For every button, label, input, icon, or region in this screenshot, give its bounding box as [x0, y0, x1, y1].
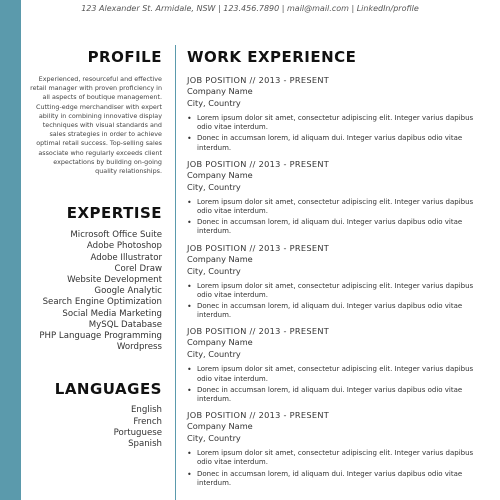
expertise-heading: EXPERTISE: [66, 204, 162, 223]
job-bullets: [187, 198, 477, 237]
company-name: Company Name: [187, 421, 253, 432]
left-column: [30, 48, 162, 450]
expertise-item: Website Development: [67, 275, 162, 286]
expertise-item: Corel Draw: [114, 263, 162, 274]
expertise-item: Social Media Marketing: [62, 308, 162, 319]
language-item: English: [130, 405, 162, 416]
language-item: Spanish: [128, 439, 162, 450]
job-bullet: • Lorem ipsum dolor sit amet, consectetur adipiscing elit. Integer varius dapibus odio vitae interdum.: [187, 282, 477, 300]
company-name: Company Name: [187, 253, 253, 264]
job-bullets: [187, 114, 477, 153]
job-title: JOB POSITION // 2013 - PRESENT: [187, 158, 330, 169]
column-divider: [175, 45, 176, 500]
job-bullet: • Donec in accumsan lorem, id aliquam dui. Integer varius dapibus odio vitae interdum.: [187, 302, 477, 320]
job-location: City, Country: [187, 433, 241, 444]
language-item: Portuguese: [113, 427, 162, 438]
job-entry: [187, 75, 477, 153]
expertise-item: MySQL Database: [88, 319, 162, 330]
job-title: JOB POSITION // 2013 - PRESENT: [187, 410, 330, 421]
expertise-item: Google Analytic: [94, 286, 162, 297]
job-bullet: • Lorem ipsum dolor sit amet, consectetur adipiscing elit. Integer varius dapibus odio vitae interdum.: [187, 449, 477, 467]
profile-text: Experienced, resourceful and effective retail manager with proven proficiency in all aspects of boutique management. Cutting-edge merchandiser with expert ability in combining innovative display techniques with visual standards and sales strategies in order to achieve optimal retail success. Top-selling sales associate who regularly exceeds client expectations by building on-going quality relationships.: [30, 75, 162, 176]
job-title: JOB POSITION // 2013 - PRESENT: [187, 75, 330, 85]
expertise-item: Adobe Illustrator: [90, 252, 162, 263]
job-entry: [187, 243, 477, 321]
job-bullet: • Donec in accumsan lorem, id aliquam dui. Integer varius dapibus odio vitae interdum.: [187, 134, 477, 152]
expertise-item: Adobe Photoshop: [86, 241, 162, 252]
job-entry: [187, 410, 477, 488]
job-entry: [187, 326, 477, 404]
job-bullet: • Donec in accumsan lorem, id aliquam dui. Integer varius dapibus odio vitae interdum.: [187, 386, 477, 404]
expertise-item: Microsoft Office Suite: [70, 230, 162, 241]
right-column: [187, 48, 477, 490]
job-list: [187, 75, 477, 488]
expertise-item: PHP Language Programming: [39, 331, 162, 342]
company-name: Company Name: [187, 337, 253, 348]
work-experience-heading: WORK EXPERIENCE: [187, 48, 357, 66]
languages-list: [30, 405, 162, 450]
expertise-list: [30, 230, 162, 353]
expertise-item: Wordpress: [116, 342, 162, 353]
job-bullet: • Lorem ipsum dolor sit amet, consectetur adipiscing elit. Integer varius dapibus odio vitae interdum.: [187, 114, 477, 132]
contact-line: 123 Alexander St. Armidale, NSW | 123.456.7890 | mail@mail.com | LinkedIn/profile: [81, 4, 419, 13]
job-title: JOB POSITION // 2013 - PRESENT: [187, 326, 330, 337]
job-bullet: • Donec in accumsan lorem, id aliquam dui. Integer varius dapibus odio vitae interdum.: [187, 470, 477, 488]
job-bullet: • Donec in accumsan lorem, id aliquam dui. Integer varius dapibus odio vitae interdum.: [187, 218, 477, 236]
job-bullet: • Lorem ipsum dolor sit amet, consectetur adipiscing elit. Integer varius dapibus odio vitae interdum.: [187, 365, 477, 383]
job-entry: [187, 159, 477, 237]
expertise-item: Search Engine Optimization: [42, 297, 162, 308]
job-bullet: • Lorem ipsum dolor sit amet, consectetur adipiscing elit. Integer varius dapibus odio vitae interdum.: [187, 198, 477, 216]
accent-stripe: [0, 0, 21, 500]
job-location: City, Country: [187, 349, 241, 360]
job-location: City, Country: [187, 181, 241, 192]
job-bullets: [187, 449, 477, 488]
job-location: City, Country: [187, 98, 241, 108]
company-name: Company Name: [187, 169, 253, 180]
profile-heading: PROFILE: [87, 48, 162, 66]
languages-heading: LANGUAGES: [54, 380, 162, 399]
job-title: JOB POSITION // 2013 - PRESENT: [187, 242, 330, 253]
job-location: City, Country: [187, 265, 241, 276]
company-name: Company Name: [187, 86, 253, 96]
job-bullets: [187, 365, 477, 404]
language-item: French: [133, 416, 162, 427]
job-bullets: [187, 282, 477, 321]
